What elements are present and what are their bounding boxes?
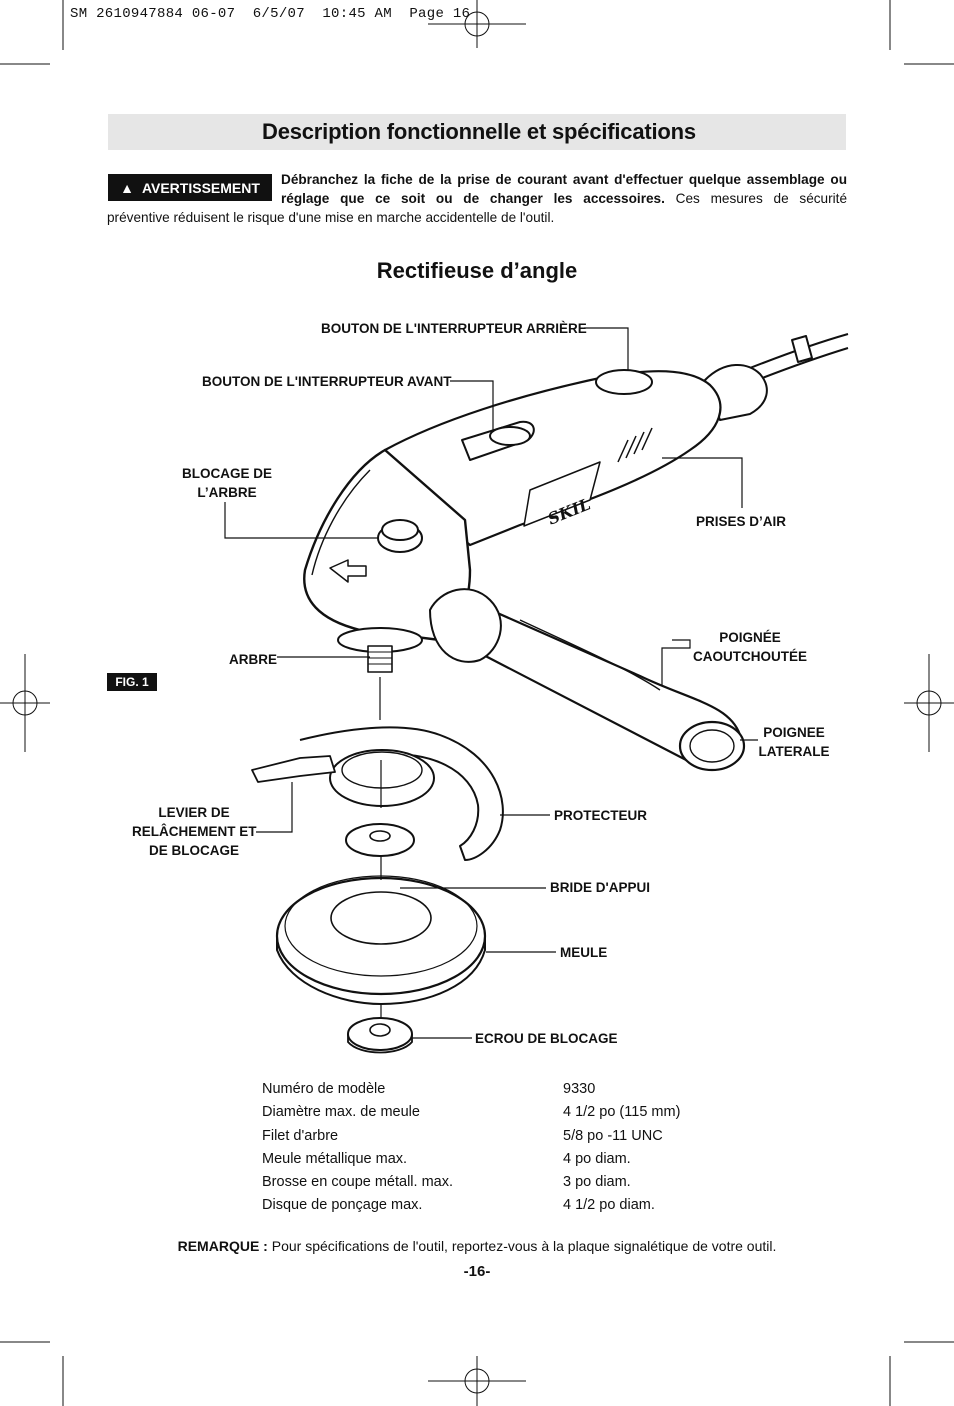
label-rubber-grip (690, 628, 810, 666)
remark-label: REMARQUE : (177, 1238, 268, 1254)
spec-row (262, 1171, 822, 1194)
warning-text (281, 170, 847, 208)
spec-row (262, 1125, 822, 1148)
spec-row (262, 1101, 822, 1124)
spec-label: Diamètre max. de meule (262, 1104, 420, 1121)
spec-label: Filet d'arbre (262, 1127, 339, 1144)
remark-text: Pour spécifications de l'outil, reportez-vous à la plaque signalétique de votre outil. (267, 1238, 777, 1254)
spec-label: Disque de ponçage max. (262, 1197, 423, 1214)
label-air-vents: PRISES D’AIR (696, 514, 787, 529)
spec-label: Brosse en coupe métall. max. (262, 1174, 454, 1191)
spec-label: Meule métallique max. (262, 1150, 408, 1167)
label-wheel: MEULE (560, 945, 608, 960)
spec-rows (262, 1078, 822, 1218)
spec-row (262, 1148, 822, 1171)
warning-text-rest: Ces mesures de sécurité (664, 191, 848, 206)
label-side-handle-line1: POIGNEE (763, 725, 825, 740)
spec-value: 5/8 po -11 UNC (563, 1127, 663, 1144)
label-release-lever-line1: LEVIER DE (158, 805, 230, 820)
remark (0, 1238, 954, 1254)
label-spindle-lock (172, 464, 282, 502)
release-lever (252, 756, 335, 782)
label-rubber-grip-line2: CAOUTCHOUTÉE (693, 649, 807, 664)
spec-row (262, 1078, 822, 1101)
brand-logo: SKIL (545, 494, 594, 529)
section-title: Description fonctionnelle et spécifications (262, 119, 696, 144)
print-slug: SM 2610947884 06-07 6/5/07 10:45 AM Page 16 (70, 6, 471, 22)
label-lock-nut: ECROU DE BLOCAGE (475, 1031, 618, 1046)
label-side-handle (750, 723, 838, 761)
figure-title: Rectifieuse d’angle (376, 258, 578, 283)
label-backing-flange: BRIDE D'APPUI (550, 880, 650, 895)
registration-mark-right (904, 654, 954, 752)
angle-grinder-illustration (252, 334, 848, 1053)
rear-switch (596, 370, 652, 394)
warning-triangle-icon: ▲ (120, 179, 134, 196)
spec-label: Numéro de modèle (262, 1081, 386, 1097)
label-release-lever-line3: DE BLOCAGE (148, 843, 239, 858)
label-spindle: ARBRE (229, 652, 278, 667)
spec-value: 9330 (563, 1081, 596, 1097)
label-side-handle-line2: LATERALE (758, 744, 830, 759)
spec-value: 3 po diam. (563, 1174, 631, 1191)
label-front-switch: BOUTON DE L'INTERRUPTEUR AVANT (202, 374, 452, 389)
warning-badge (108, 174, 272, 201)
spec-table (262, 1078, 822, 1218)
page-number: -16- (463, 1263, 491, 1280)
spec-value: 4 po diam. (563, 1150, 631, 1167)
label-release-lever (132, 803, 256, 860)
warning-bold-text: Débranchez la fiche de la prise de courant avant d'effectuer quelque assemblage ou réglage que ce soit ou de changer les accessoires. (281, 172, 847, 206)
label-rubber-grip-line1: POIGNÉE (719, 630, 781, 645)
label-spindle-lock-line1: BLOCAGE DE (181, 466, 272, 481)
label-guard: PROTECTEUR (554, 808, 648, 823)
registration-mark-bottom (428, 1356, 526, 1406)
label-rear-switch: BOUTON DE L'INTERRUPTEUR ARRIÈRE (321, 321, 587, 336)
label-spindle-lock-line2: L’ARBRE (197, 485, 257, 500)
warning-text-line2: préventive réduisent le risque d'une mise en marche accidentelle de l'outil. (107, 210, 555, 225)
figure-number-badge: FIG. 1 (107, 673, 157, 691)
warning-badge-label: AVERTISSEMENT (141, 179, 260, 196)
spec-value: 4 1/2 po (115 mm) (563, 1104, 681, 1121)
label-release-lever-line2: RELÂCHEMENT ET (132, 824, 257, 839)
spec-value: 4 1/2 po diam. (563, 1197, 655, 1214)
registration-mark-left (0, 654, 50, 752)
spec-row (262, 1194, 822, 1217)
